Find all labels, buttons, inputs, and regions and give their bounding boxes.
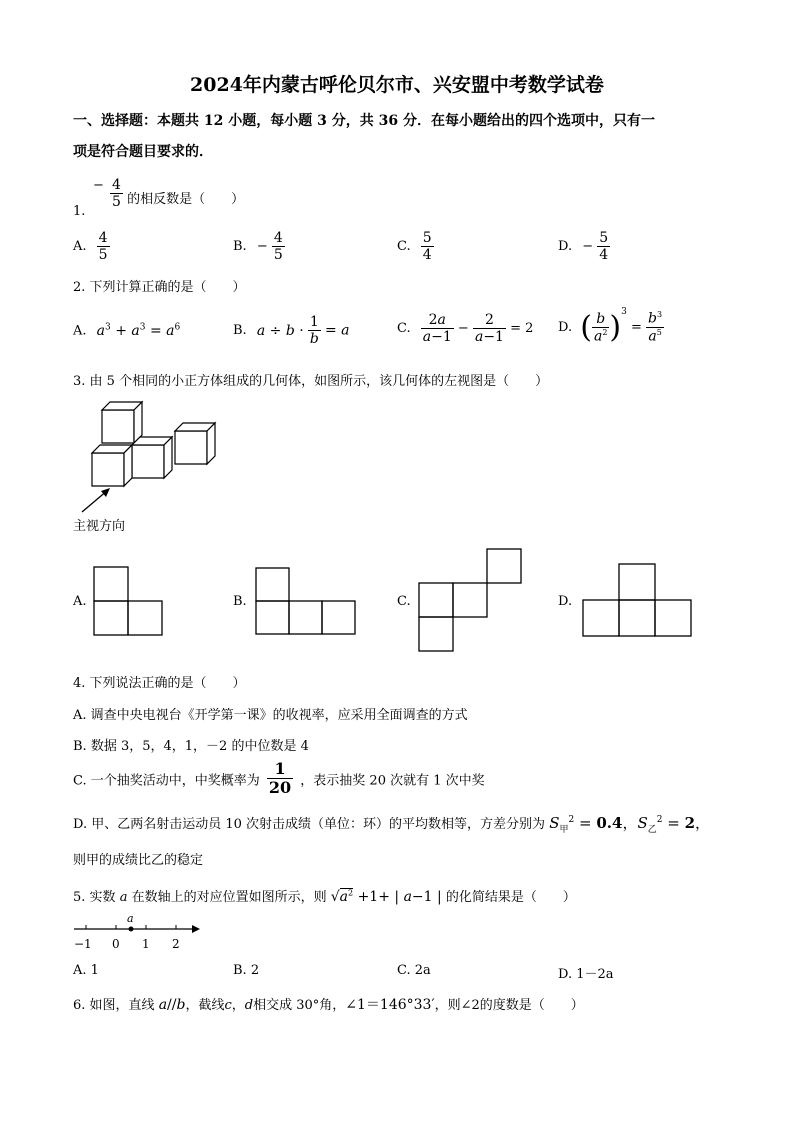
q4-option-c[interactable]: C. 一个抽奖活动中，中奖概率为 $\frac{1}{20}$ ，表示抽奖 20 次就有 1 次中奖 xyxy=(73,759,485,798)
tick-label: −1 xyxy=(74,937,92,951)
q3-option-d-label[interactable]: D. xyxy=(558,594,573,609)
question-text: 的相反数是（ ） xyxy=(127,192,245,208)
q2-option-d[interactable]: D. ( $\frac{b}{a^2}$ )$^3$ = $\frac{b^3}{a^5}$ xyxy=(558,306,663,345)
q1-option-a[interactable]: A. $\frac{4}{5}$ xyxy=(73,230,108,264)
q1-option-c[interactable]: C. $\frac{5}{4}$ xyxy=(397,230,432,264)
point-a-label: a xyxy=(127,912,134,925)
q3-option-c-label[interactable]: C. xyxy=(397,594,411,609)
q2-option-c[interactable]: C. $\frac{2a}{a-1}$ − $\frac{2}{a-1}$ = 2 xyxy=(397,312,534,346)
q1-option-b[interactable]: B. − $\frac{4}{5}$ xyxy=(233,230,283,264)
direction-label: 主视方向 xyxy=(73,519,126,534)
paper-title: 2024年内蒙古呼伦贝尔市、兴安盟中考数学试卷 xyxy=(190,74,604,96)
q5-option-a[interactable]: A. 1 xyxy=(73,963,99,978)
q1-option-d[interactable]: D. − $\frac{5}{4}$ xyxy=(558,230,609,264)
question-2: 2. 下列计算正确的是（ ） xyxy=(73,280,246,295)
q4-option-a[interactable]: A. 调查中央电视台《开学第一课》的收视率，应采用全面调查的方式 xyxy=(73,708,468,723)
q4-option-d-cont: 则甲的成绩比乙的稳定 xyxy=(73,853,204,868)
q4-option-d[interactable]: D. 甲、乙两名射击运动员 10 次射击成绩（单位：环）的平均数相等，方差分别为 $S_甲^2 = 0.4$，$S_乙^2 = 2$， xyxy=(73,814,711,835)
minus-sign: − xyxy=(93,178,104,194)
q5-option-d[interactable]: D. 1－2a xyxy=(558,967,614,982)
fraction: $\frac{4}{5}$ xyxy=(112,177,121,211)
q5-option-c[interactable]: C. 2a xyxy=(397,963,431,978)
q3-option-b-label[interactable]: B. xyxy=(233,594,247,609)
tick-label: 1 xyxy=(142,937,150,951)
point-a xyxy=(129,927,134,932)
question-number: 1. xyxy=(73,204,86,219)
question-5: 5. 实数 a 在数轴上的对应位置如图所示，则 $√a^2 +1+$ | a−1 | 的化简结果是（ ） xyxy=(73,888,576,905)
question-6: 6. 如图，直线 a//b，截线c，d相交成 30°角，∠1＝146°33′，则∠2的度数是（ ） xyxy=(73,997,584,1013)
q3-option-a-label[interactable]: A. xyxy=(73,594,87,609)
tick-label: 0 xyxy=(112,937,120,951)
q4-option-b[interactable]: B. 数据 3，5，4，1，－2 的中位数是 4 xyxy=(73,739,309,754)
q5-option-b[interactable]: B. 2 xyxy=(233,963,260,978)
section-heading-cont: 项是符合题目要求的． xyxy=(73,144,213,160)
arrow-icon xyxy=(192,925,200,933)
q2-option-a[interactable]: A. $a^3 + a^3 = a^6$ xyxy=(73,322,181,339)
question-3: 3. 由 5 个相同的小正方体组成的几何体，如图所示，该几何体的左视图是（ ） xyxy=(73,374,549,389)
tick-label: 2 xyxy=(172,937,180,951)
q2-option-b[interactable]: B. a ÷ b · $\frac{1}{b}$ = a xyxy=(233,314,350,348)
section-heading: 一、选择题：本题共 12 小题，每小题 3 分，共 36 分．在每小题给出的四个选项中，只有一 xyxy=(73,113,655,129)
question-4: 4. 下列说法正确的是（ ） xyxy=(73,676,246,691)
